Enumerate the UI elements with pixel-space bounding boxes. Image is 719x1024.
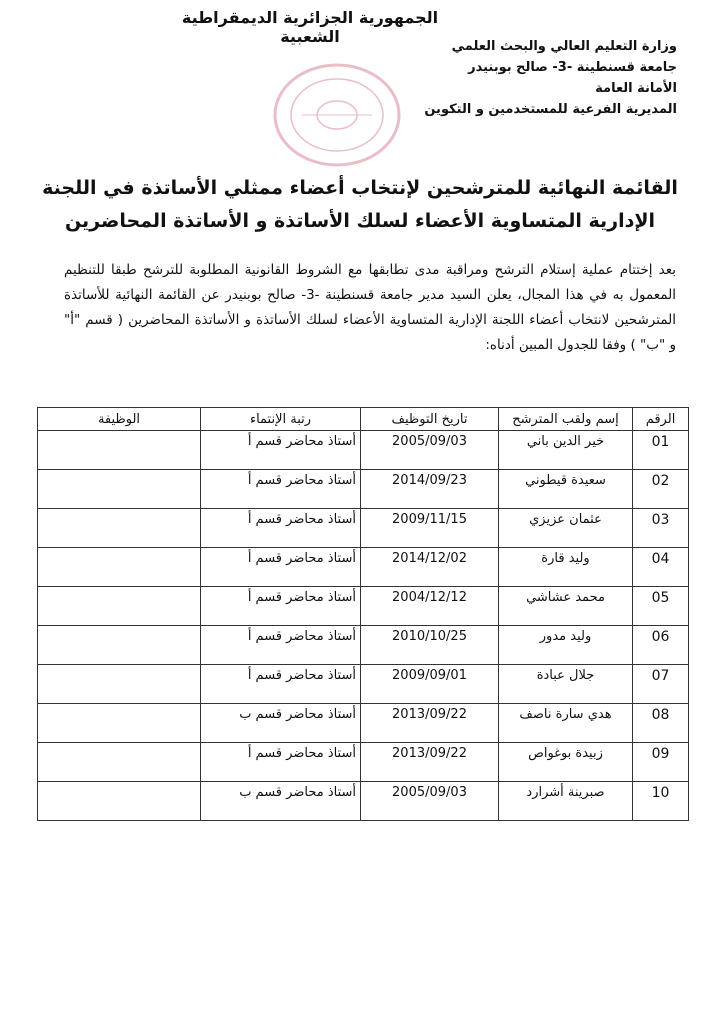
row-num: 08 [633, 704, 689, 743]
row-rank: أستاذ محاضر قسم أ [201, 431, 361, 470]
row-function [38, 626, 201, 665]
table-row [38, 587, 689, 626]
row-rank: أستاذ محاضر قسم أ [201, 470, 361, 509]
row-rank: أستاذ محاضر قسم أ [201, 587, 361, 626]
row-function [38, 470, 201, 509]
table-row [38, 431, 689, 470]
row-date: 2014/12/02 [361, 548, 499, 587]
secretariat-line: الأمانة العامة [595, 81, 677, 96]
row-num: 02 [633, 470, 689, 509]
row-num: 06 [633, 626, 689, 665]
row-rank: أستاذ محاضر قسم أ [201, 548, 361, 587]
row-date: 2009/09/01 [361, 665, 499, 704]
row-num: 01 [633, 431, 689, 470]
row-rank: أستاذ محاضر قسم أ [201, 626, 361, 665]
table-row [38, 470, 689, 509]
official-stamp-icon [262, 60, 412, 170]
table-row [38, 743, 689, 782]
row-name: صبرينة أشرارد [499, 782, 633, 821]
row-date: 2014/09/23 [361, 470, 499, 509]
table-row [38, 548, 689, 587]
row-function [38, 665, 201, 704]
title-line-2: الإدارية المتساوية الأعضاء لسلك الأساتذة و الأساتذة المحاضرين [64, 210, 656, 232]
row-num: 10 [633, 782, 689, 821]
table-row [38, 509, 689, 548]
university-line: جامعة قسنطينة -3- صالح بوبنيدر [468, 60, 677, 75]
ministry-line: وزارة التعليم العالي والبحث العلمي [451, 39, 677, 54]
row-name: هدي سارة ناصف [499, 704, 633, 743]
row-date: 2005/09/03 [361, 782, 499, 821]
institution-header [377, 36, 677, 120]
row-function [38, 587, 201, 626]
row-function [38, 509, 201, 548]
row-date: 2009/11/15 [361, 509, 499, 548]
row-rank: أستاذ محاضر قسم أ [201, 509, 361, 548]
table-header-row [38, 408, 689, 431]
header-function: الوظيفة [38, 408, 201, 431]
row-rank: أستاذ محاضر قسم ب [201, 782, 361, 821]
row-function [38, 548, 201, 587]
header-date: تاريخ التوظيف [361, 408, 499, 431]
intro-paragraph: بعد إختتام عملية إستلام الترشح ومراقبة مدى تطابقها مع الشروط القانونية المطلوبة للترشح طبقا للتنظيم المعمول به في هذا المجال، يعلن السيد مدير جامعة قسنطينة -3- صالح بوبنيدر عن القائمة النهائية للأساتذة المترشحين لانتخاب أعضاء اللجنة الإدارية المتساوية الأعضاء لسلك الأساتذة و الأساتذة المحاضرين ( قسم "أ" و "ب" ) وفقا للجدول المبين أدناه: [64, 262, 676, 353]
row-num: 04 [633, 548, 689, 587]
row-num: 05 [633, 587, 689, 626]
row-name: وليد مدور [499, 626, 633, 665]
header-rank: رتبة الإنتماء [201, 408, 361, 431]
row-function [38, 431, 201, 470]
row-num: 09 [633, 743, 689, 782]
table-row [38, 782, 689, 821]
row-name: خير الدين باني [499, 431, 633, 470]
table-row [38, 704, 689, 743]
row-name: زبيدة بوغواص [499, 743, 633, 782]
row-num: 07 [633, 665, 689, 704]
row-date: 2010/10/25 [361, 626, 499, 665]
header-num: الرقم [633, 408, 689, 431]
row-function [38, 704, 201, 743]
row-name: عثمان عزيزي [499, 509, 633, 548]
row-num: 03 [633, 509, 689, 548]
document-title [40, 172, 680, 238]
row-name: وليد قارة [499, 548, 633, 587]
header-name: إسم ولقب المترشح [499, 408, 633, 431]
table-row [38, 665, 689, 704]
row-date: 2004/12/12 [361, 587, 499, 626]
row-rank: أستاذ محاضر قسم أ [201, 743, 361, 782]
row-date: 2013/09/22 [361, 743, 499, 782]
row-name: جلال عبادة [499, 665, 633, 704]
row-rank: أستاذ محاضر قسم أ [201, 665, 361, 704]
row-date: 2013/09/22 [361, 704, 499, 743]
row-function [38, 743, 201, 782]
row-function [38, 782, 201, 821]
republic-name: الجمهورية الجزائرية الديمقراطية الشعبية [181, 8, 439, 46]
directorate-line: المديرية الفرعية للمستخدمين و التكوين [424, 102, 677, 117]
row-name: سعيدة قيطوني [499, 470, 633, 509]
candidates-table [37, 407, 689, 821]
table-row [38, 626, 689, 665]
row-rank: أستاذ محاضر قسم ب [201, 704, 361, 743]
row-date: 2005/09/03 [361, 431, 499, 470]
row-name: محمد عشاشي [499, 587, 633, 626]
title-line-1: القائمة النهائية للمترشحين لإنتخاب أعضاء ممثلي الأساتذة في اللجنة [42, 177, 678, 199]
